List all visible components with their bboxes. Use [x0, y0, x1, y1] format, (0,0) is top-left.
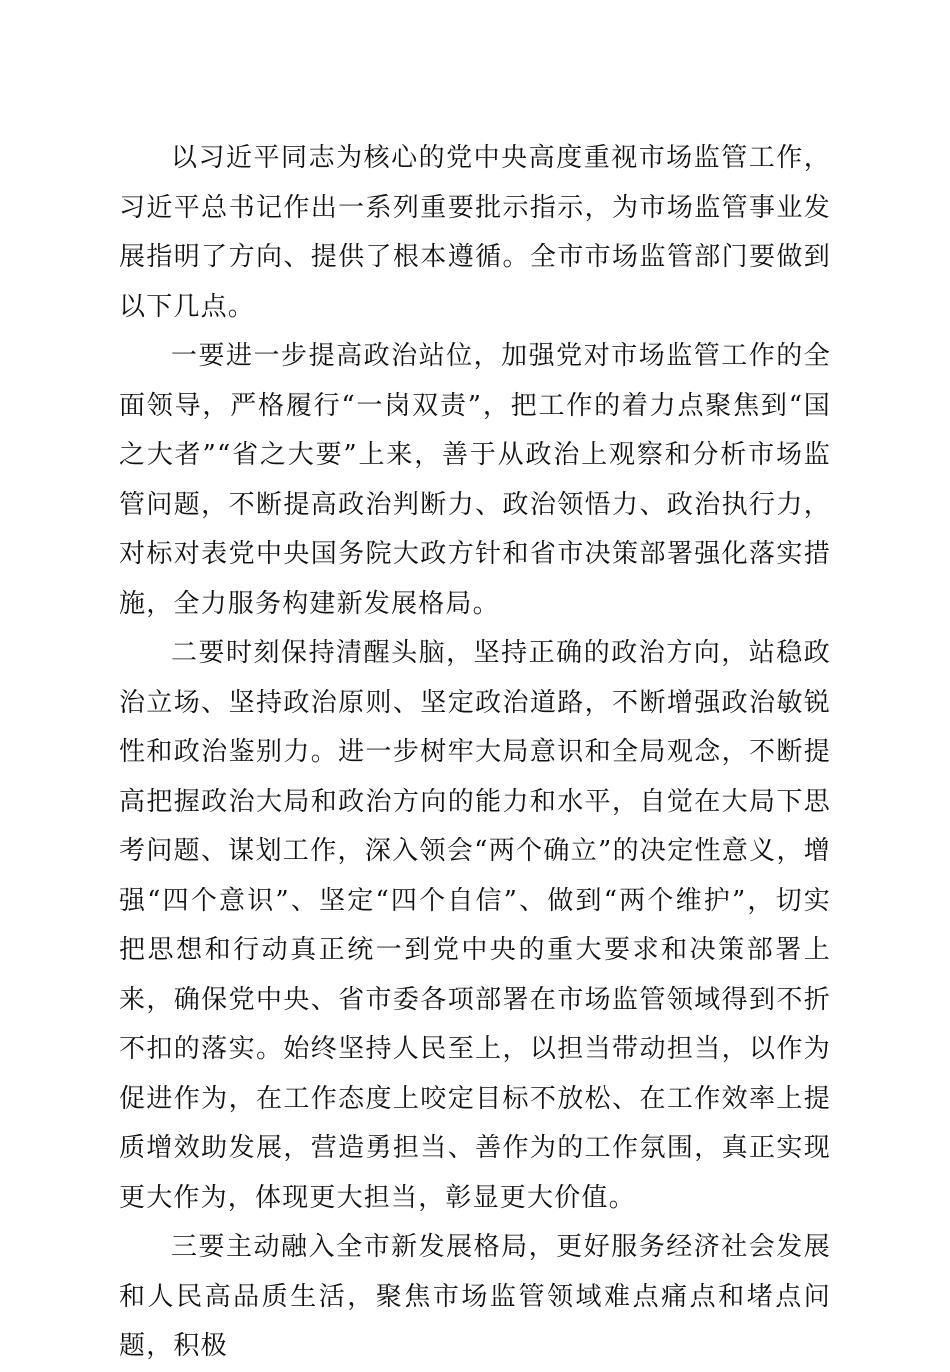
paragraph-point-one: 一要进一步提高政治站位，加强党对市场监管工作的全面领导，严格履行“一岗双责”，把工作的着力点聚焦到“国之大者”“省之大要”上来，善于从政治上观察和分析市场监管问题，不断提高政治判断力、政治领悟力、政治执行力，对标对表党中央国务院大政方针和省市决策部署强化落实措施，全力服务构建新发展格局。: [119, 341, 831, 619]
paragraph-point-two: 二要时刻保持清醒头脑，坚持正确的政治方向，站稳政治立场、坚持政治原则、坚定政治道路，不断增强政治敏锐性和政治鉴别力。进一步树牢大局意识和全局观念，不断提高把握政治大局和政治方向的能力和水平，自觉在大局下思考问题、谋划工作，深入领会“两个确立”的决定性意义，增强“四个意识”、坚定“四个自信”、做到“两个维护”，切实把思想和行动真正统一到党中央的重大要求和决策部署上来，确保党中央、省市委各项部署在市场监管领域得到不折不扣的落实。始终坚持人民至上，以担当带动担当，以作为促进作为，在工作态度上咬定目标不放松、在工作效率上提质增效助发展，营造勇担当、善作为的工作氛围，真正实现更大作为，体现更大担当，彰显更大价值。: [119, 638, 831, 1213]
paragraph-point-three: 三要主动融入全市新发展格局，更好服务经济社会发展和人民高品质生活，聚焦市场监管领域难点痛点和堵点问题，积极: [119, 1232, 831, 1361]
document-body: [119, 134, 831, 1372]
paragraph-intro: 以习近平同志为核心的党中央高度重视市场监管工作，习近平总书记作出一系列重要批示指示，为市场监管事业发展指明了方向、提供了根本遵循。全市市场监管部门要做到以下几点。: [119, 143, 831, 322]
